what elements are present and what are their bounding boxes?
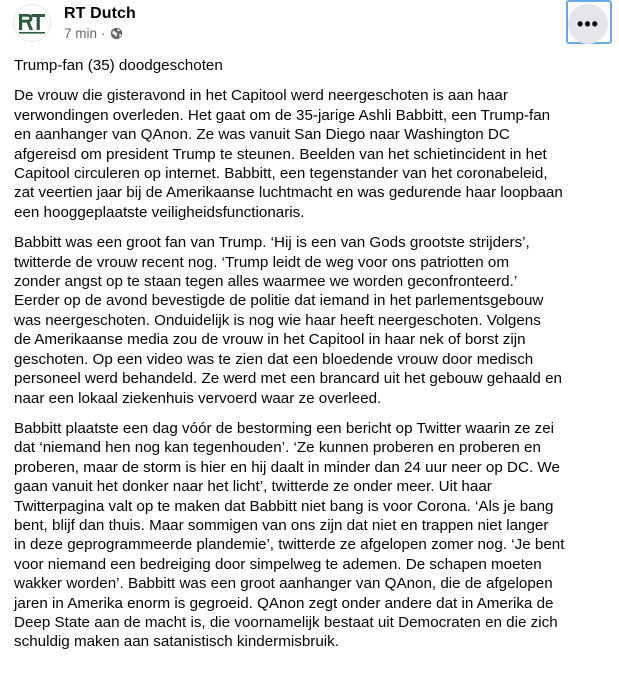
post-paragraph: Babbitt plaatste een dag vóór de bestorming een bericht op Twitter waarin ze zei dat ‘niemand hen nog kan tegenhouden’. ‘Ze kunnen proberen en proberen en proberen, maar de storm is hier en hij daalt in minder dan 24 uur neer op DC. We gaan vanuit het donker naar het licht’, twitterde ze onder meer. Uit haar Twitterpagina valt op te maken dat Babbitt niet bang is voor Corona. ‘Als je bang bent, blijf dan thuis. Maar sommigen van ons zijn dat niet en trappen niet langer in deze geprogrammeerde plandemie’, twitterde ze afgelopen zomer nog. ‘Je bent voor niemand een bedreiging door simpelweg te ademen. De schapen moeten wakker worden’. Babbitt was een groot aanhanger van QAnon, die de afgelopen jaren in Amerika enorm is gegroeid. QAnon zegt onder andere dat in Amerika de Deep State aan de macht is, die voornamelijk bestaat uit Democraten en die zich schuldig maken aan satanistisch kindermisbruik. <box>14 419 565 651</box>
post-title: Trump-fan (35) doodgeschoten <box>14 57 223 74</box>
globe-icon[interactable] <box>110 27 123 40</box>
meta-separator: · <box>101 26 106 41</box>
more-options-icon: ••• <box>577 13 599 34</box>
post-paragraph: Babbitt was een groot fan van Trump. ‘Hij is een van Gods grootste strijders’, twitterde de vrouw recent nog. ‘Trump leidt de weg voor ons patriotten om zonder angst op te staan tegen alles waarmee we worden geconfronteerd.’ Eerder op de avond bevestigde de politie dat iemand in het parlementsgebouw was neergeschoten. Onduidelijk is nog wie haar heeft neergeschoten. Volgens de Amerikaanse media zou de vrouw in het Capitool in haar nek of borst zijn geschoten. Op een video was te zien dat een bloedende vrouw door medisch personeel werd behandeld. Ze werd met een brancard uit het gebouw gehaald en naar een lokaal ziekenhuis vervoerd waar ze overleed. <box>14 234 562 407</box>
avatar[interactable] <box>13 4 51 42</box>
post-meta <box>64 26 123 41</box>
post-header <box>0 0 619 50</box>
page-name-link[interactable]: RT Dutch <box>64 5 136 22</box>
post-paragraph: De vrouw die gisteravond in het Capitool werd neergeschoten is aan haar verwondingen overleden. Het gaat om de 35-jarige Ashli Babbitt, een Trump-fan en aanhanger van QAnon. Ze was vanuit San Diego naar Washington DC afgereisd om president Trump te steunen. Beelden van het schietincident in het Capitool circuleren op internet. Babbitt, een tegenstander van het coronabeleid, zat veertien jaar bij de Amerikaanse luchtmacht en was gedurende haar loopbaan een hooggeplaatste veiligheidsfunctionaris. <box>14 87 563 221</box>
post-text <box>14 56 614 663</box>
post-timestamp[interactable]: 7 min <box>64 26 98 41</box>
rt-dutch-logo-icon <box>14 5 50 41</box>
more-options-button[interactable] <box>568 4 608 44</box>
